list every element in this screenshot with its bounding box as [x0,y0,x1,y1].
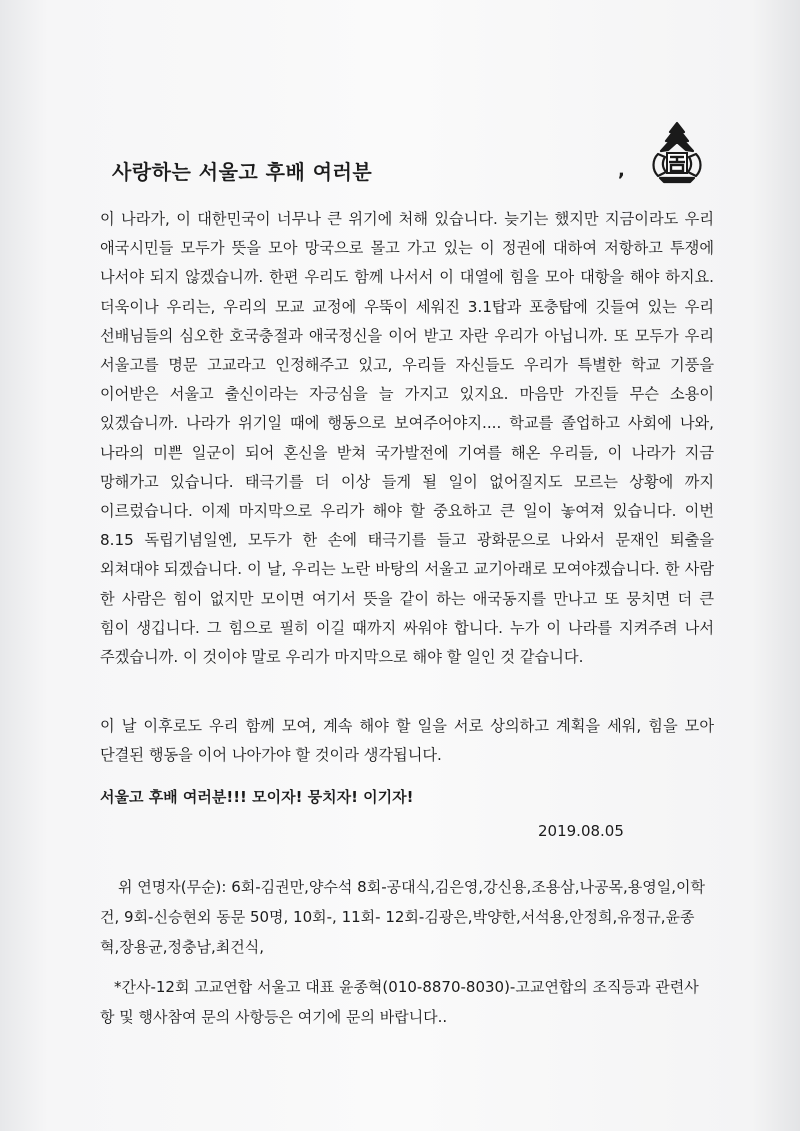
letter-date: 2019.08.05 [538,822,624,840]
school-emblem-icon [646,120,708,184]
letter-title: 사랑하는 서울고 후배 여러분 [112,160,373,184]
body-paragraph-1: 이 나라가, 이 대한민국이 너무나 큰 위기에 처해 있습니다. 늦기는 했지만 지금이라도 우리 애국시민들 모두가 뜻을 모아 망국으로 몰고 가고 있는 이 정권에 대하여 저항하고 투쟁에 나서야 되지 않겠습니까. 한편 우리도 함께 나서서 이 대열에 힘을 모아 대항을 해야 하지요. 더욱이나 우리는, 우리의 모교 교정에 우뚝이 세워진 3.1탑과 포충탑에 깃들여 있는 우리 선배님들의 심오한 호국충절과 애국정신을 이어 받고 자란 우리가 아닙니까. 또 모두가 우리 서울고를 명문 고교라고 인정해주고 있고, 우리들 자신들도 우리가 특별한 학교 기풍을 이어받은 서울고 출신이라는 자긍심을 늘 가지고 있지요. 마음만 가진들 무슨 소용이 있겠습니까. 나라가 위기일 때에 행동으로 보여주어야지.... 학교를 졸업하고 사회에 나와, 나라의 미쁜 일군이 되어 혼신을 받쳐 국가발전에 기여를 해온 우리들, 이 나라가 지금 망해가고 있습니다. 태극기를 더 이상 들게 될 일이 없어질지도 모르는 상황에 까지 이르렀습니다. 이제 마지막으로 우리가 해야 할 중요하고 큰 일이 놓여져 있습니다. 이번 8.15 독립기념일엔, 모두가 한 손에 태극기를 들고 광화문으로 나와서 문재인 퇴출을 외쳐대야 되겠습니다. 이 날, 우리는 노란 바탕의 서울고 교기아래로 모여야겠습니다. 한 사람 한 사람은 힘이 없지만 모이면 여기서 뜻을 같이 하는 애국동지를 만나고 또 뭉치면 더 큰 힘이 생깁니다. 그 힘으로 필히 이길 때까지 싸워야 합니다. 누가 이 나라를 지켜주려 나서 주겠습니까. 이 것이야 말로 우리가 마지막으로 해야 할 일인 것 같습니다. [100,210,714,667]
title-comma: , [618,160,625,181]
body-paragraph-2: 이 날 이후로도 우리 함께 모여, 계속 해야 할 일을 서로 상의하고 계획을 세워, 힘을 모아 단결된 행동을 이어 나아가야 할 것이라 생각됩니다. [100,717,714,765]
slogan: 서울고 후배 여러분!!! 모이자! 뭉치자! 이기자! [100,788,414,806]
signers-list: 위 연명자(무순): 6회-김권만,양수석 8회-공대식,김은영,강신용,조용삼,나공목,용영일,이학건, 9회-신승현외 동문 50명, 10회-, 11회- 12회-김광은,박양한,서석용,안정희,유정규,윤종혁,장용균,정충남,최건식, [100,878,706,956]
contact-note: *간사-12회 고교연합 서울고 대표 윤종혁(010-8870-8030)-고교연합의 조직등과 관련사항 및 행사참여 문의 사항등은 여기에 문의 바랍니다.. [100,978,699,1026]
